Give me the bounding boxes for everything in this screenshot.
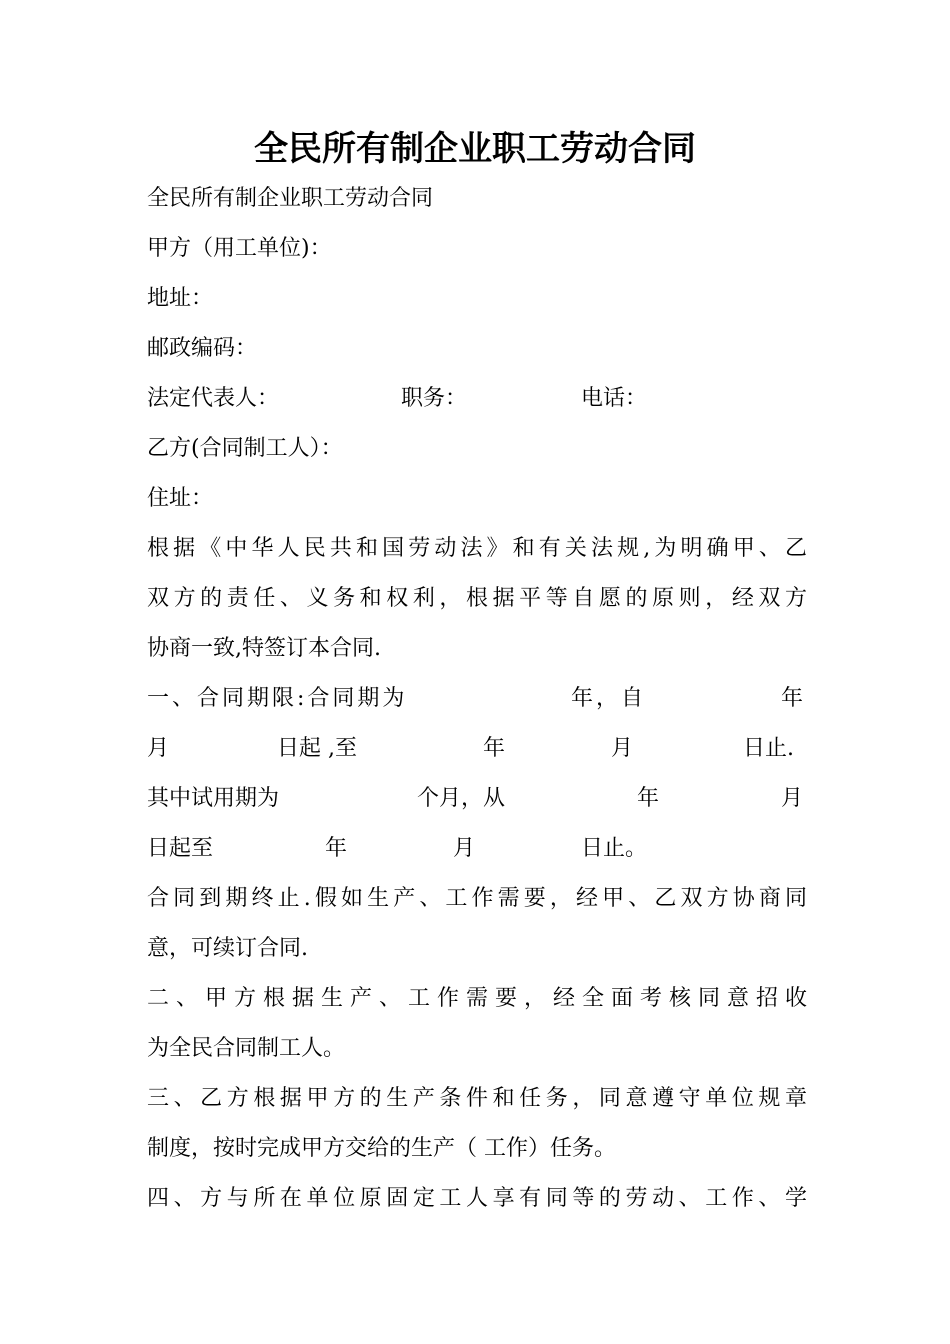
clause1-probation-end-month-label: 月 [453,836,476,861]
phone-label: 电话： [581,386,648,411]
clause1-probation-end-line [147,824,807,874]
clause1-probation-months-label: 个月，从 [417,786,506,811]
clause1-year-from-label: 年，自 [571,686,647,711]
residence-label: 住址： [147,486,214,511]
clause1-end-month-label: 月 [611,736,634,761]
clause1-start-year-label: 年 [781,686,804,711]
clause1-probation-month-label: 月 [781,786,804,811]
clause1-renewal-line-2: 意，可续订合同. [147,936,308,961]
legal-rep-label: 法定代表人： [147,386,280,411]
clause1-probation-year-label: 年 [637,786,660,811]
party-b-label: 乙方(合同制工人）： [147,436,343,461]
preamble-line-2: 双方的责任、义务和权利，根据平等自愿的原则，经双方 [147,586,807,611]
postal-code-label: 邮政编码： [147,336,258,361]
clause1-probation-end-year-label: 年 [325,836,348,861]
clause2-line-2: 为全民合同制工人。 [147,1036,346,1061]
clause2-line-1: 二、甲方根据生产、工作需要，经全面考核同意招收 [147,986,807,1011]
clause1-probation-line [147,774,807,824]
document-title: 全民所有制企业职工劳动合同 [254,129,696,169]
clause1-start-month-label: 月 [147,736,170,761]
party-a-label: 甲方（用工单位)： [147,236,332,261]
address-label: 地址： [147,286,214,311]
clause1-end-year-label: 年 [483,736,506,761]
clause4-line-1: 四、方与所在单位原固定工人享有同等的劳动、工作、学 [147,1186,807,1211]
clause1-probation-end-day-label: 日止。 [581,836,648,861]
preamble-line-3: 协商一致,特签订本合同. [147,636,381,661]
legal-rep-line [147,374,807,424]
clause1-dates-line [147,724,807,774]
clause1-start-day-label: 日起 ,至 [277,736,357,761]
clause1-probation-label: 其中试用期为 [147,786,280,811]
contract-heading: 全民所有制企业职工劳动合同 [147,186,434,211]
clause3-line-1: 三、乙方根据甲方的生产条件和任务，同意遵守单位规章 [147,1086,807,1111]
clause1-probation-start-day-label: 日起至 [147,836,214,861]
clause1-term-label: 一、合同期限:合同期为 [147,686,408,711]
position-label: 职务： [401,386,468,411]
clause3-line-2: 制度，按时完成甲方交给的生产（ 工作）任务。 [147,1136,616,1161]
clause1-renewal-line-1: 合同到期终止.假如生产、工作需要，经甲、乙双方协商同 [147,886,807,911]
preamble-line-1: 根据《中华人民共和国劳动法》和有关法规,为明确甲、乙 [147,536,807,561]
clause1-term-line [147,674,807,724]
clause1-end-day-label: 日止. [743,736,794,761]
